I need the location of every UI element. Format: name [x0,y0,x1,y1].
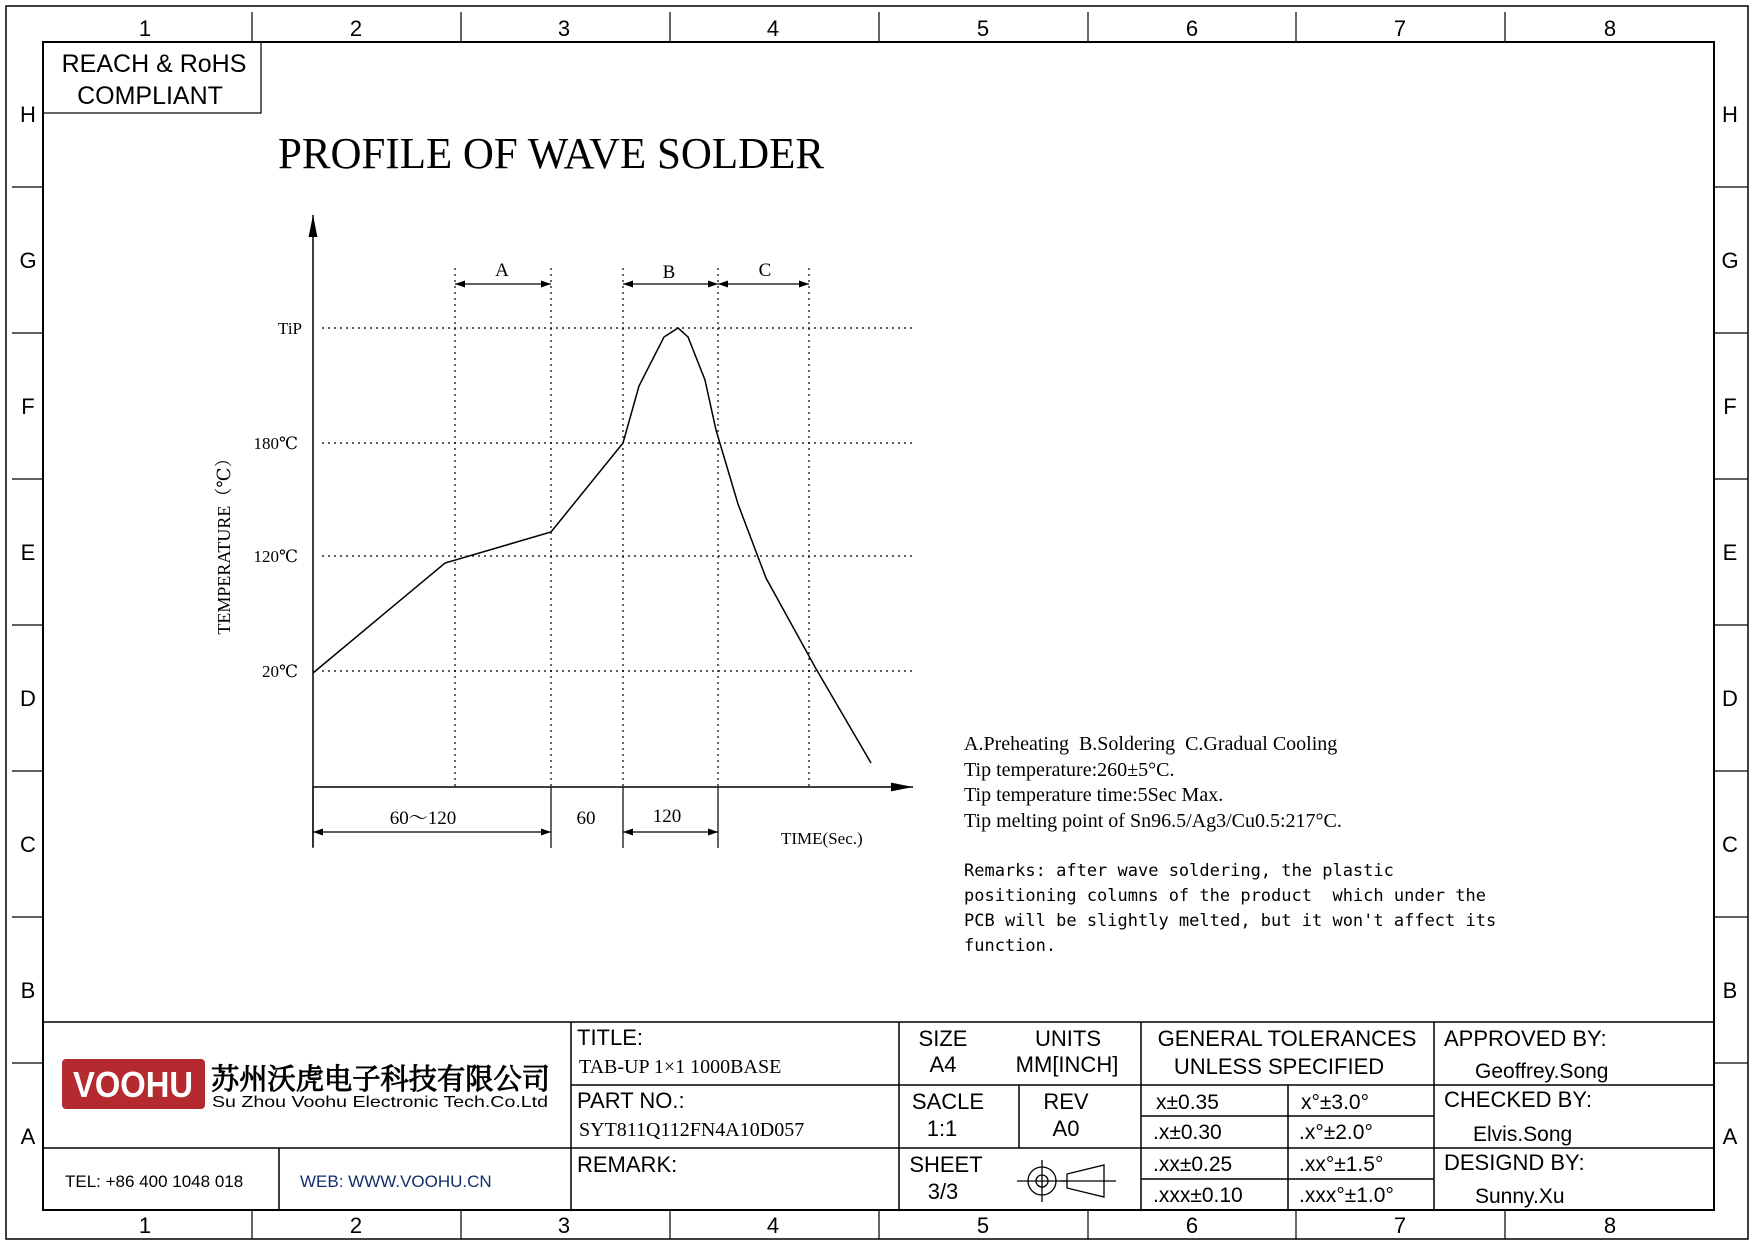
checked-by-name: Elvis.Song [1473,1123,1573,1146]
remarks-line: function. [964,936,1057,956]
row-ticks [12,187,1748,1063]
zone-label-a: A [495,260,509,281]
tolerance-linear: x±0.35 [1156,1091,1219,1114]
remarks-line: positioning columns of the product which under the [964,886,1486,906]
remarks-line: Remarks: after wave soldering, the plastic [964,861,1394,881]
col-label-bottom: 3 [557,1213,571,1238]
tolerance-angular: .xx°±1.5° [1299,1153,1384,1176]
company-name-cn: 苏州沃虎电子科技有限公司 [211,1064,560,1096]
website: WEB: WWW.VOOHU.CN [300,1172,492,1191]
compliance-line-1: REACH & RoHS [61,50,247,78]
title-label: TITLE: [577,1025,644,1050]
sheet-label: SHEET [909,1152,983,1177]
vertical-gridlines [455,268,809,787]
rev-label: REV [1043,1089,1089,1114]
y-tick-label: 180℃ [253,434,298,453]
size-value: A4 [929,1052,957,1077]
tolerance-linear: .xxx±0.10 [1153,1184,1243,1207]
row-label-left: F [21,394,35,419]
designed-by-label: DESIGND BY: [1444,1150,1585,1175]
voohu-logo-text: VOOHU [73,1064,193,1105]
row-label-right: G [1721,248,1739,273]
y-tick-label: 20℃ [261,662,298,681]
company-name-en: Su Zhou Voohu Electronic Tech.Co.Ltd [212,1094,548,1111]
tolerance-linear: .xx±0.25 [1153,1153,1233,1176]
row-label-right: B [1722,978,1738,1003]
y-tick-label: TiP [278,319,302,338]
size-label: SIZE [918,1026,968,1051]
row-label-left: C [20,832,36,857]
title-value: TAB-UP 1×1 1000BASE [579,1056,782,1078]
solder-profile-curve [313,328,871,763]
col-label-bottom: 1 [138,1213,152,1238]
units-label: UNITS [1035,1026,1101,1051]
approved-by-name: Geoffrey.Song [1475,1060,1609,1083]
row-label-left: G [19,248,37,273]
row-label-right: C [1722,832,1738,857]
horizontal-gridlines [322,328,916,671]
approved-by-label: APPROVED BY: [1444,1026,1607,1051]
y-tick-label: 120℃ [253,547,298,566]
row-label-left: B [20,978,36,1003]
tolerance-linear: .x±0.30 [1153,1121,1222,1144]
projection-symbol-icon [1017,1160,1116,1202]
units-value: MM[INCH] [1015,1052,1119,1077]
zone-label-c: C [758,260,772,281]
zone-label-b: B [662,262,676,283]
x-axis-label: TIME(Sec.) [781,829,863,848]
rev-value: A0 [1052,1116,1080,1141]
remark-label: REMARK: [577,1152,678,1177]
diagram-title: PROFILE OF WAVE SOLDER [278,129,825,178]
col-label-bottom: 8 [1603,1213,1617,1238]
outer-frame [6,6,1748,1239]
telephone: TEL: +86 400 1048 018 [65,1172,244,1191]
tolerance-header-2: UNLESS SPECIFIED [1173,1054,1385,1079]
duration-label-2: 60 [576,808,596,829]
col-label-top: 1 [138,16,152,41]
legend-line: Tip temperature time:5Sec Max. [964,784,1224,806]
col-label-top: 8 [1603,16,1617,41]
row-label-left: A [20,1124,36,1149]
legend-line: Tip melting point of Sn96.5/Ag3/Cu0.5:217°C. [964,810,1342,832]
checked-by-label: CHECKED BY: [1444,1087,1592,1112]
row-label-right: H [1722,102,1738,127]
scale-label: SACLE [911,1089,985,1114]
col-label-top: 3 [557,16,571,41]
col-label-top: 5 [976,16,990,41]
col-label-top: 4 [766,16,780,41]
col-label-bottom: 7 [1393,1213,1407,1238]
y-axis-label: TEMPERATURE（℃） [214,449,234,635]
col-label-bottom: 6 [1185,1213,1199,1238]
compliance-line-2: COMPLIANT [77,82,223,110]
tolerance-angular: x°±3.0° [1301,1091,1370,1114]
part-no-value: SYT811Q112FN4A10D057 [579,1119,805,1141]
part-no-label: PART NO.: [577,1088,685,1113]
remarks-line: PCB will be slightly melted, but it won't affect its [964,911,1497,931]
col-label-top: 2 [349,16,363,41]
row-label-left: E [20,540,36,565]
col-label-top: 6 [1185,16,1199,41]
row-label-right: A [1722,1124,1738,1149]
col-label-bottom: 4 [766,1213,780,1238]
tolerance-angular: .xxx°±1.0° [1299,1184,1394,1207]
col-label-top: 7 [1393,16,1407,41]
row-label-left: D [20,686,36,711]
designed-by-name: Sunny.Xu [1475,1185,1565,1208]
duration-label-3: 120 [652,806,682,827]
row-label-right: F [1723,394,1737,419]
row-label-right: D [1722,686,1738,711]
scale-value: 1:1 [926,1116,958,1141]
legend-line: A.Preheating B.Soldering C.Gradual Cooling [964,733,1338,755]
row-label-left: H [20,102,36,127]
sheet-value: 3/3 [927,1179,959,1204]
duration-label-1: 60～120 [389,808,457,829]
tolerance-header-1: GENERAL TOLERANCES [1157,1026,1417,1051]
col-label-bottom: 2 [349,1213,363,1238]
legend-line: Tip temperature:260±5°C. [964,759,1175,781]
col-label-bottom: 5 [976,1213,990,1238]
tolerance-angular: .x°±2.0° [1299,1121,1373,1144]
row-label-right: E [1722,540,1738,565]
